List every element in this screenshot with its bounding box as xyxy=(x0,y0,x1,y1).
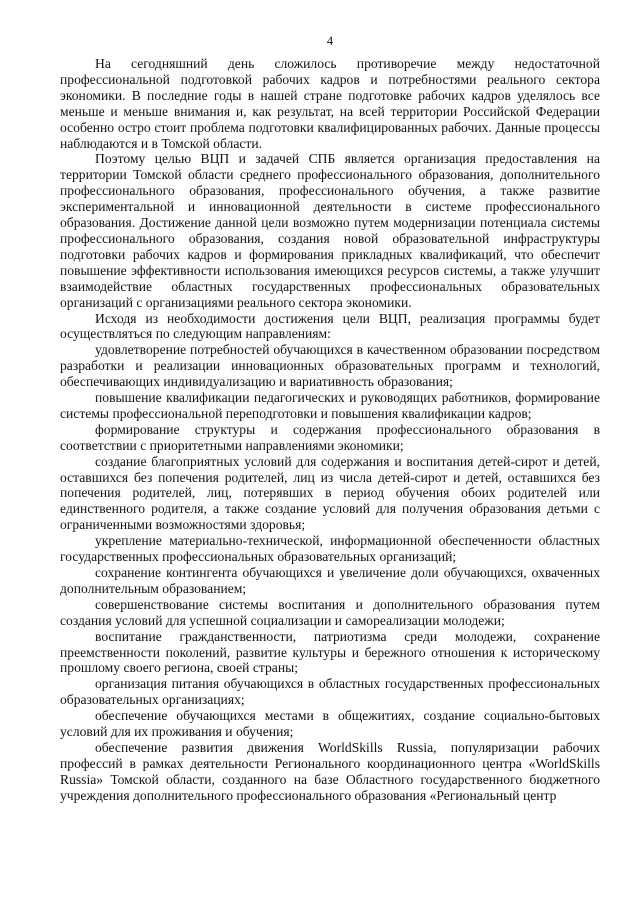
list-item: сохранение контингента обучающихся и увеличение доли обучающихся, охваченных дополнительным образованием; xyxy=(60,565,600,596)
list-item: воспитание гражданственности, патриотизма среди молодежи, сохранение преемственности поколений, развитие культуры и бережного отношения к историческому прошлому своего региона, своей страны; xyxy=(60,628,600,676)
list-item: удовлетворение потребностей обучающихся в качественном образовании посредством разработки и реализации инновационных образовательных программ и технологий, обеспечивающих индивидуализацию и вариативность образования; xyxy=(60,342,600,390)
list-item: совершенствование системы воспитания и дополнительного образования путем создания условий для успешной социализации и самореализации молодежи; xyxy=(60,596,600,628)
list-item: создание благоприятных условий для содержания и воспитания детей-сирот и детей, оставшихся без попечения родителей, лиц из числа детей-сирот и детей, оставшихся без попечения родителей, лиц, потерявших в период обучения обоих родителей или единственного родителя, а также создание условий для получения образования детьми с ограниченными возможностями здоровья; xyxy=(60,453,600,533)
page-number: 4 xyxy=(326,34,334,48)
document-page xyxy=(60,34,600,804)
paragraph-goal: Поэтому целью ВЦП и задачей СПБ является организация предоставления на территории Томской области среднего профессионального образования, дополнительного профессионального образования, профессионального обучения, а также развитие экспериментальной и инновационной деятельности в системе профессионального образования. Достижение данной цели возможно путем модернизации потенциала системы профессионального образования, создания новой образовательной инфраструктуры подготовки рабочих кадров и формирования прикладных квалификаций, что обеспечит повышение эффективности использования имеющихся ресурсов системы, а также улучшит взаимодействие областных государственных профессиональных образовательных организаций с организациями реального сектора экономики. xyxy=(60,151,600,310)
paragraph-directions-intro: Исходя из необходимости достижения цели ВЦП, реализация программы будет осуществляться по следующим направлениям: xyxy=(60,310,600,342)
list-item: обеспечение развития движения WorldSkills Russia, популяризации рабочих профессий в рамках деятельности Регионального координационного центра «WorldSkills Russia» Томской области, созданного на базе Областного государственного бюджетного учреждения дополнительного профессионального образования «Региональный центр xyxy=(60,739,600,803)
list-item: формирование структуры и содержания профессионального образования в соответствии с приоритетными направлениями экономики; xyxy=(60,421,600,453)
list-item: повышение квалификации педагогических и руководящих работников, формирование системы профессиональной переподготовки и повышения квалификации кадров; xyxy=(60,390,600,421)
list-item: организация питания обучающихся в областных государственных профессиональных образовательных организациях; xyxy=(60,676,600,708)
list-item: укрепление материально-технической, информационной обеспеченности областных государственных профессиональных образовательных организаций; xyxy=(60,533,600,565)
paragraph-intro: На сегодняшний день сложилось противоречие между недостаточной профессиональной подготовкой рабочих кадров и потребностями реального сектора экономики. В последние годы в нашей стране подготовке рабочих кадров уделялось все меньше и меньше внимания и, как результат, на всей территории Российской Федерации особенно остро стоит проблема подготовки квалифицированных рабочих. Данные процессы наблюдаются и в Томской области. xyxy=(60,56,600,151)
list-item: обеспечение обучающихся местами в общежитиях, создание социально-бытовых условий для их проживания и обучения; xyxy=(60,708,600,740)
